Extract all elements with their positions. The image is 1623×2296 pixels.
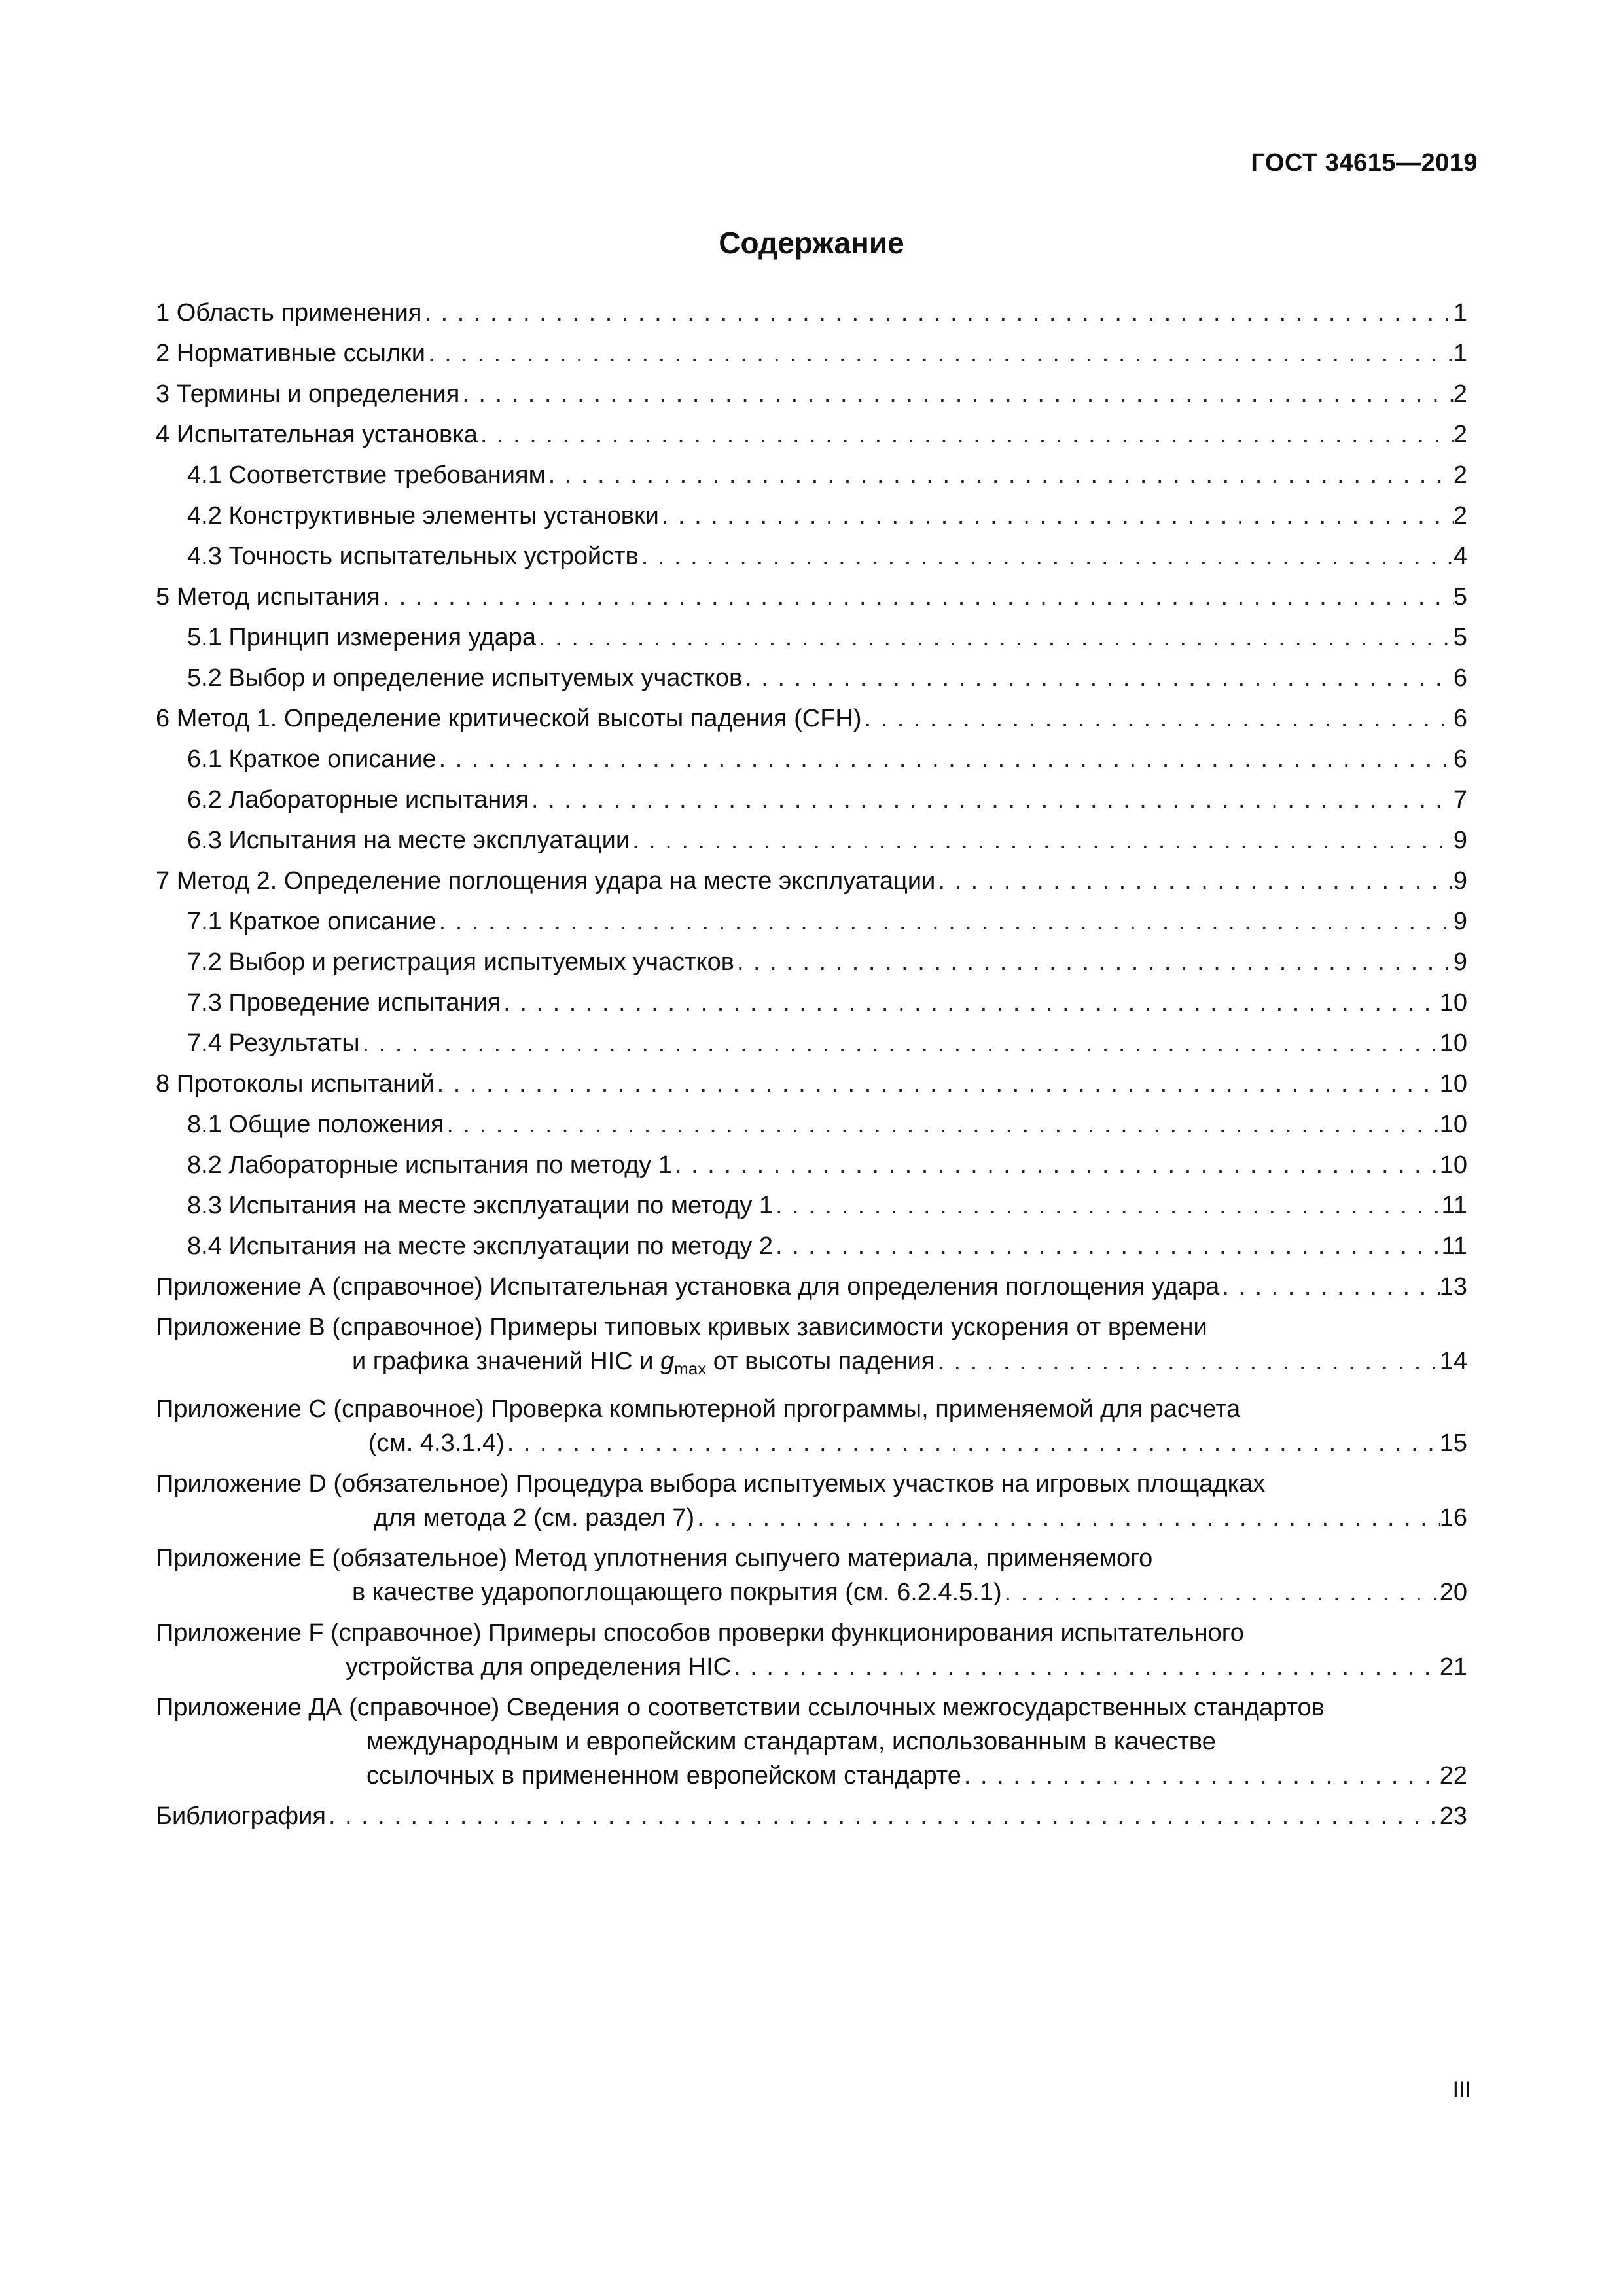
- toc-leader: [421, 296, 1453, 330]
- toc-leader: [437, 742, 1454, 776]
- toc-entry-lead: Приложение В (справочное) Примеры типовых кривых зависимости ускорения от времени: [156, 1314, 1207, 1341]
- toc-entry[interactable]: [156, 377, 1467, 411]
- toc-entry[interactable]: [156, 1026, 1467, 1060]
- toc-entry[interactable]: [156, 499, 1467, 533]
- toc-entry[interactable]: [156, 702, 1467, 736]
- toc-entry-page: 14: [1439, 1348, 1467, 1375]
- toc-entry[interactable]: [156, 864, 1467, 898]
- toc-entry-page: 2: [1453, 421, 1467, 448]
- toc-entry-lead: Приложение F (справочное) Примеры способов проверки функционирования испытательного: [156, 1619, 1244, 1647]
- toc-entry-page: 5: [1453, 583, 1467, 611]
- toc-leader: [536, 620, 1454, 655]
- toc-entry-page: 9: [1453, 827, 1467, 854]
- toc-entry[interactable]: [156, 580, 1467, 614]
- toc-entry-page: 2: [1453, 380, 1467, 408]
- page-title: Содержание: [719, 226, 904, 260]
- toc-leader: [326, 1799, 1440, 1833]
- toc-entry-page: 10: [1439, 1151, 1467, 1179]
- toc-entry[interactable]: [156, 823, 1467, 857]
- toc-leader: [694, 1501, 1440, 1535]
- toc-entry-page: 6: [1453, 705, 1467, 732]
- toc-entry-text: 4.2 Конструктивные элементы установки: [187, 502, 659, 529]
- toc-entry-text: 7.4 Результаты: [187, 1030, 360, 1057]
- page-number: III: [1452, 2077, 1471, 2102]
- toc-leader: [862, 702, 1454, 736]
- toc-leader: [459, 377, 1454, 411]
- toc-leader: [659, 499, 1454, 533]
- toc-entry-text: 8.1 Общие положения: [187, 1111, 444, 1138]
- toc-entry-page: 21: [1439, 1653, 1467, 1681]
- toc-entry-text: 7.1 Краткое описание: [187, 908, 437, 935]
- toc-leader: [425, 336, 1454, 370]
- toc-entry-page: 15: [1439, 1429, 1467, 1457]
- toc-entry-text: 8.3 Испытания на месте эксплуатации по методу 1: [187, 1192, 774, 1219]
- toc-entry-lead: Приложение E (обязательное) Метод уплотнения сыпучего материала, применяемого: [156, 1545, 1153, 1572]
- toc-entry-text: в качестве ударопоглощающего покрытия (см. 6.2.4.5.1): [352, 1579, 1002, 1606]
- toc-entry-text: Приложение А (справочное) Испытательная установка для определения поглощения удара: [156, 1273, 1220, 1300]
- toc-leader: [546, 458, 1454, 492]
- toc-entry-lead-cont: международным и европейским стандартам, использованным в качестве: [366, 1728, 1216, 1755]
- toc-leader: [501, 986, 1439, 1020]
- toc-entry-page: 20: [1439, 1579, 1467, 1606]
- toc-entry[interactable]: [156, 986, 1467, 1020]
- toc-leader: [742, 661, 1454, 695]
- toc-leader: [734, 945, 1454, 979]
- toc-entry-page: 1: [1453, 299, 1467, 327]
- toc-entry-page: 16: [1439, 1504, 1467, 1532]
- toc-entry[interactable]: [156, 661, 1467, 695]
- toc-entry-page: 6: [1453, 745, 1467, 773]
- toc-entry-lead: Приложение ДА (справочное) Сведения о соответствии ссылочных межгосударственных стандартов: [156, 1694, 1325, 1721]
- toc-entry[interactable]: [156, 296, 1467, 330]
- toc-entry-page: 11: [1441, 1192, 1467, 1219]
- standard-code: ГОСТ 34615—2019: [1251, 149, 1478, 177]
- toc-entry-text: 7 Метод 2. Определение поглощения удара на месте эксплуатации: [156, 867, 936, 895]
- toc-entry[interactable]: [156, 458, 1467, 492]
- toc-leader: [380, 580, 1454, 614]
- toc-entry-page: 5: [1453, 624, 1467, 651]
- toc-leader: [529, 783, 1454, 817]
- toc-entry-page: 10: [1439, 1111, 1467, 1138]
- toc-entry-page: 23: [1439, 1803, 1467, 1830]
- toc-entry-text: устройства для определения HIC: [346, 1653, 732, 1681]
- toc-entry[interactable]: [156, 905, 1467, 939]
- toc-entry-page: 9: [1453, 908, 1467, 935]
- toc-leader: [639, 539, 1454, 573]
- toc-entry[interactable]: [156, 1189, 1467, 1223]
- toc-entry-text: 6.1 Краткое описание: [187, 745, 437, 773]
- toc-entry-appendix-c[interactable]: [156, 1392, 1467, 1460]
- toc-entry-appendix-b[interactable]: [156, 1310, 1467, 1386]
- toc-entry-page: 9: [1453, 867, 1467, 895]
- toc-entry[interactable]: [156, 336, 1467, 370]
- toc-entry-page: 4: [1453, 543, 1467, 570]
- toc-entry-page: 10: [1439, 1070, 1467, 1098]
- toc-leader: [478, 418, 1454, 452]
- toc-entry[interactable]: [156, 1148, 1467, 1182]
- toc-leader: [1002, 1575, 1440, 1609]
- toc-entry[interactable]: [156, 742, 1467, 776]
- toc-entry-page: 7: [1453, 786, 1467, 814]
- toc-entry-text: 6.2 Лабораторные испытания: [187, 786, 529, 814]
- g-symbol: g: [660, 1348, 675, 1375]
- toc-entry[interactable]: [156, 418, 1467, 452]
- toc-entry-page: 2: [1453, 461, 1467, 489]
- toc-entry-page: 10: [1439, 989, 1467, 1016]
- toc-leader: [360, 1026, 1440, 1060]
- toc-leader: [444, 1107, 1439, 1141]
- toc-entry-text: 3 Термины и определения: [156, 380, 460, 408]
- toc-entry-text: 5 Метод испытания: [156, 583, 380, 611]
- toc-entry-page: 1: [1453, 340, 1467, 367]
- toc-entry-appendix-f[interactable]: [156, 1616, 1467, 1684]
- toc-leader: [672, 1148, 1440, 1182]
- toc-entry[interactable]: [156, 1067, 1467, 1101]
- toc-entry-text: 2 Нормативные ссылки: [156, 340, 425, 367]
- toc-leader: [1219, 1270, 1439, 1304]
- toc-entry-text: 6 Метод 1. Определение критической высоты падения (CFH): [156, 705, 862, 732]
- toc-entry-text: 5.1 Принцип измерения удара: [187, 624, 537, 651]
- toc-leader: [731, 1650, 1440, 1684]
- toc-entry-page: 6: [1453, 664, 1467, 692]
- toc-entry-text: 8.2 Лабораторные испытания по методу 1: [187, 1151, 672, 1179]
- toc-leader: [935, 864, 1453, 898]
- toc-entry-text: (см. 4.3.1.4): [368, 1429, 505, 1457]
- toc-entry-page: 22: [1439, 1762, 1467, 1789]
- toc-entry-lead: Приложение D (обязательное) Процедура выбора испытуемых участков на игровых площадках: [156, 1470, 1266, 1498]
- toc-entry-text: 7.3 Проведение испытания: [187, 989, 501, 1016]
- toc-entry-text: 4 Испытательная установка: [156, 421, 478, 448]
- toc-entry-text: 8 Протоколы испытаний: [156, 1070, 435, 1098]
- toc-entry[interactable]: [156, 1229, 1467, 1263]
- toc-entry-page: 13: [1439, 1273, 1467, 1300]
- toc-leader: [935, 1344, 1439, 1378]
- toc-entry-page: 10: [1439, 1030, 1467, 1057]
- toc-entry[interactable]: [156, 945, 1467, 979]
- toc-leader: [773, 1229, 1442, 1263]
- toc-entry[interactable]: [156, 1107, 1467, 1141]
- toc-entry-appendix-da[interactable]: [156, 1691, 1467, 1793]
- toc-leader: [435, 1067, 1440, 1101]
- toc-entry-appendix-a[interactable]: [156, 1270, 1467, 1304]
- toc-leader: [961, 1759, 1440, 1793]
- toc-entry-text: ссылочных в примененном европейском стандарте: [366, 1762, 961, 1789]
- toc-entry-text: 8.4 Испытания на месте эксплуатации по методу 2: [187, 1232, 774, 1260]
- toc-entry-lead: Приложение С (справочное) Проверка компьютерной пргограммы, применяемой для расчета: [156, 1395, 1241, 1423]
- toc-entry[interactable]: [156, 783, 1467, 817]
- toc-entry-text: для метода 2 (см. раздел 7): [374, 1504, 695, 1532]
- toc-entry-page: 9: [1453, 948, 1467, 976]
- toc-entry[interactable]: [156, 620, 1467, 655]
- toc-leader: [505, 1426, 1440, 1460]
- toc-entry[interactable]: [156, 539, 1467, 573]
- toc-entry-text: 5.2 Выбор и определение испытуемых участков: [187, 664, 743, 692]
- toc-entry-text: 7.2 Выбор и регистрация испытуемых участков: [187, 948, 734, 976]
- toc-entry-appendix-e[interactable]: [156, 1541, 1467, 1609]
- toc-entry-text: 4.1 Соответствие требованиям: [187, 461, 546, 489]
- toc-entry-text: 1 Область применения: [156, 299, 422, 327]
- toc-leader: [773, 1189, 1442, 1223]
- toc-leader: [437, 905, 1454, 939]
- toc-entry-text: 6.3 Испытания на месте эксплуатации: [187, 827, 630, 854]
- toc-entry-bibliography[interactable]: [156, 1799, 1467, 1833]
- toc-entry-page: 2: [1453, 502, 1467, 529]
- toc-entry-appendix-d[interactable]: [156, 1467, 1467, 1535]
- toc-entry-text: Библиография: [156, 1803, 326, 1830]
- max-subscript: max: [674, 1359, 707, 1378]
- toc-entry-text: 4.3 Точность испытательных устройств: [187, 543, 639, 570]
- toc-entry-text: и графика значений HIC и $g_{max}$ от высоты падения: [352, 1348, 935, 1378]
- toc-leader: [630, 823, 1454, 857]
- toc-entry-page: 11: [1441, 1232, 1467, 1260]
- table-of-contents: [156, 296, 1467, 1840]
